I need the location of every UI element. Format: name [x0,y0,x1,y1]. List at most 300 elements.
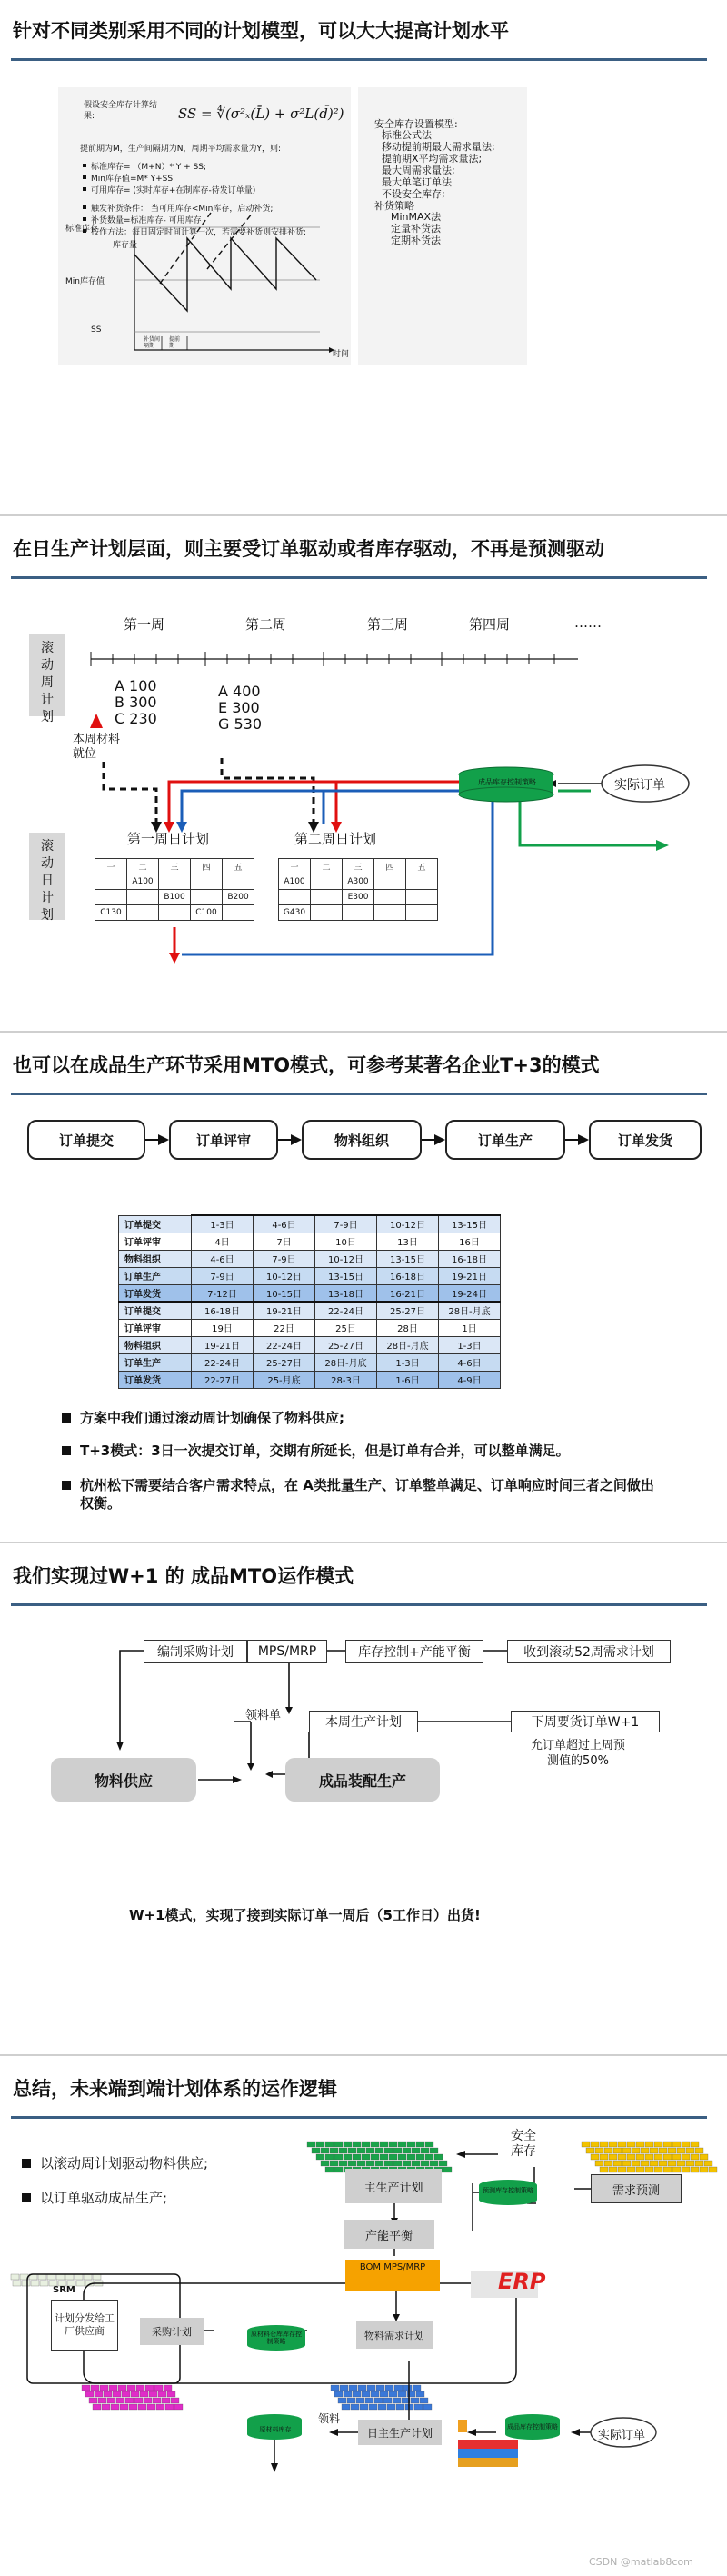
stock-block [153,2398,161,2403]
week-2: 第二周 [245,616,287,633]
stock-block [384,2161,393,2166]
stock-block [582,2142,590,2147]
mto-cell: 25-27日 [315,1336,377,1353]
purchase-plan: 采购计划 [140,2318,204,2345]
stock-block [65,2274,74,2280]
mto-cell: 28日-月底 [377,1336,439,1353]
stock-block [334,2167,343,2172]
stock-block [443,2167,452,2172]
stock-block [307,2142,315,2147]
safety-stock-label: 安全库存 [511,2129,536,2159]
stock-block [125,2398,134,2403]
weekday-header: 五 [223,859,254,874]
stock-block [344,2142,352,2147]
stock-block [380,2391,388,2397]
stock-block [334,2154,343,2160]
stock-block [376,2385,384,2391]
bullet-1: 方案中我们通过滚动周计划确保了物料供应; [80,1409,698,1427]
calc-item-1: 标准库存= （M+N）* Y + SS; [91,163,207,172]
stock-block [118,2385,126,2391]
mto-row-label: 订单评审 [119,1319,192,1336]
weekday-header: 四 [374,859,406,874]
mto-row [119,1302,501,1319]
stock-block [334,2142,343,2147]
day-table-1 [95,858,254,921]
stock-block [641,2161,649,2166]
calc-item-3: 可用库存= (实时库存+在制库存-待发订单量) [91,186,256,195]
mto-cell: 4-6日 [254,1215,315,1233]
stock-block [156,2404,164,2410]
stock-block [31,2281,39,2286]
mto-cell: 4-9日 [439,1371,501,1388]
stock-block [650,2148,658,2153]
stock-block [654,2142,662,2147]
slide-w1-mto [0,1545,727,2056]
mto-cell: 19-21日 [439,1267,501,1284]
mto-cell: 7-9日 [254,1250,315,1267]
mto-cell: 19-24日 [439,1284,501,1302]
formula-label: 假设安全库存计算结果: [84,101,158,121]
stock-block [600,2142,608,2147]
watermark: CSDN @matlab8com [589,2556,693,2568]
mto-cell: 28日-月底 [315,1353,377,1371]
stock-block [407,2154,415,2160]
stock-block [330,2148,338,2153]
raw-inventory: 原材料库存 [259,2426,292,2433]
stock-block [321,2148,329,2153]
weekday-header: 二 [311,859,343,874]
stock-block [709,2167,717,2172]
slide-inventory-models [0,0,727,516]
stock-block [385,2385,393,2391]
stock-block [421,2148,429,2153]
mto-cell: 22-24日 [315,1302,377,1319]
group1-item: B 300 [115,694,157,711]
bom-mps-label: BOM MPS/MRP [359,2262,426,2272]
stock-block [89,2398,97,2403]
stock-block [11,2274,19,2280]
master-plan: 主生产计划 [345,2169,442,2203]
safety-stock-formula: SS = ∜(σ²ₓ(L̄) + σ²L(d̄)²) [178,105,344,122]
stock-block [430,2148,438,2153]
stock-block [682,2142,690,2147]
group2-item: E 300 [218,699,260,716]
day-cell: A100 [127,874,159,890]
axis-ss: SS [91,325,102,334]
mto-cell: 1日 [439,1319,501,1336]
stock-block [111,2404,119,2410]
mto-cell: 1-3日 [192,1215,254,1233]
calc-item-2: Min库存值=M* Y+SS [91,175,174,184]
stock-block [40,2281,48,2286]
stock-block [374,2398,383,2403]
stock-block [636,2142,644,2147]
node-week-plan: 本周生产计划 [309,1711,418,1732]
mto-cell: 13-18日 [315,1284,377,1302]
stock-block [686,2148,694,2153]
mto-cell: 22-24日 [192,1353,254,1371]
group1 [115,678,157,727]
day-cell: A100 [279,874,311,890]
stock-block [371,2154,379,2160]
stock-block [636,2167,644,2172]
stock-block [171,2398,179,2403]
stock-block [677,2148,685,2153]
axis-inventory: 库存量 [113,241,138,250]
bullet-2: T+3模式：3日一次提交订单，交期有所延长，但是订单有合并，可以整单满足。 [80,1442,698,1460]
stock-block [122,2391,130,2397]
mto-cell: 25日 [315,1319,377,1336]
stock-block [654,2154,662,2160]
node-assembly: 成品装配生产 [285,1758,440,1802]
stock-block [344,2154,352,2160]
node-material-supply: 物料供应 [51,1758,196,1802]
stock-block [138,2404,146,2410]
stock-block [609,2142,617,2147]
mto-cell: 7日 [254,1233,315,1250]
stock-block [325,2142,334,2147]
mto-cell: 4日 [192,1233,254,1250]
inventory-strategy-label: 成品库存控制策略 [478,778,536,786]
stock-block [131,2391,139,2397]
right-item: 标准公式法 [382,129,432,141]
stock-block [613,2148,622,2153]
mto-cell: 25-月底 [254,1371,315,1388]
stock-block [439,2161,447,2166]
stock-block [147,2404,155,2410]
mto-row [119,1233,501,1250]
group2 [218,684,262,733]
slide-title: 也可以在成品生产环节采用MTO模式，可参考某著名企业T+3的模式 [13,1054,600,1076]
stock-block [618,2154,626,2160]
stock-block [627,2142,635,2147]
stock-block [149,2391,157,2397]
trigger-item-2: 补货数量=标准库存- 可用库存 [91,216,202,225]
stock-block [134,2398,143,2403]
stock-block [420,2398,428,2403]
mto-cell: 28-3日 [315,1371,377,1388]
raw-strategy: 原材料仓库库存控制策略 [251,2331,302,2345]
stock-block [331,2385,339,2391]
stock-block [369,2404,377,2410]
slide-title: 我们实现过W+1 的 成品MTO运作模式 [13,1565,354,1587]
mto-cell: 13-15日 [315,1267,377,1284]
bullet-3: 杭州松下需要结合客户需求特点，在 A类批量生产、订单整单满足、订单响应时间三者之间做出权衡。 [80,1476,662,1513]
stock-block [411,2398,419,2403]
stock-block [686,2161,694,2166]
day-cell: C130 [95,905,127,921]
mto-cell: 7-9日 [315,1215,377,1233]
mto-row [119,1250,501,1267]
stock-block [691,2167,699,2172]
stock-block [403,2385,412,2391]
stock-block [339,2148,347,2153]
weekday-header: 三 [343,859,374,874]
stock-block [672,2167,681,2172]
stock-block [22,2281,30,2286]
mto-cell: 22-27日 [192,1371,254,1388]
mto-row-label: 订单提交 [119,1215,192,1233]
stock-block [378,2404,386,2410]
stock-block [398,2142,406,2147]
mto-cell: 28日 [377,1319,439,1336]
stock-block [645,2154,653,2160]
stock-block [641,2148,649,2153]
stock-block [98,2398,106,2403]
stock-block [365,2398,373,2403]
stock-block [75,2274,83,2280]
mto-cell: 4-6日 [192,1250,254,1267]
stock-block [76,2281,85,2286]
stock-block [416,2154,424,2160]
stock-block [691,2154,699,2160]
stock-block [165,2404,174,2410]
flow-material: 物料组织 [302,1120,422,1160]
stock-block [38,2274,46,2280]
stock-block [704,2161,712,2166]
stock-block [380,2154,388,2160]
stock-block [380,2142,388,2147]
stock-block [154,2385,163,2391]
mto-cell: 13-15日 [439,1215,501,1233]
stock-block [600,2167,608,2172]
axis-time: 时间 [333,350,350,359]
stock-block [348,2148,356,2153]
mto-row [119,1215,501,1233]
day-cell: C100 [191,905,223,921]
stock-block [591,2142,599,2147]
stock-block [127,2385,135,2391]
stock-block [700,2154,708,2160]
assumption-text: 提前期为M，生产间隔期为N，周期平均需求量为Y，则: [80,145,282,154]
stock-block [389,2142,397,2147]
stock-block [421,2161,429,2166]
stock-block [595,2148,603,2153]
mto-cell: 1-3日 [439,1336,501,1353]
group2-item: G 530 [218,715,263,733]
mto-row-label: 物料组织 [119,1336,192,1353]
mto-cell: 16-18日 [377,1267,439,1284]
stock-block [413,2385,421,2391]
stock-block [107,2398,115,2403]
stock-block [325,2167,334,2172]
demand-forecast: 需求预测 [591,2174,682,2203]
slide-e2e-summary [0,2058,727,2576]
slide-title: 在日生产计划层面，则主要受订单驱动或者库存驱动，不再是预测驱动 [13,538,604,560]
actual-order-label: 实际订单 [614,778,665,793]
stock-block [357,2161,365,2166]
stock-block [366,2148,374,2153]
mto-cell: 22-24日 [254,1336,315,1353]
stock-block [104,2391,112,2397]
mto-cell: 16-18日 [192,1302,254,1319]
right-item: 不设安全库存; [382,188,445,200]
fg-strategy: 成品库存控制策略 [507,2423,558,2431]
stock-block [407,2142,415,2147]
stock-block [109,2385,117,2391]
day-cell: B200 [223,890,254,905]
week-3: 第三周 [367,616,409,633]
stock-block [120,2404,128,2410]
mto-row [119,1371,501,1388]
stock-block [82,2385,90,2391]
stock-block [384,2148,393,2153]
stock-block [56,2274,65,2280]
flow-order-submit: 订单提交 [27,1120,145,1160]
mto-row [119,1284,501,1302]
stock-block [659,2161,667,2166]
mto-schedule-table [118,1214,501,1389]
stock-block [396,2404,404,2410]
stock-block [682,2154,690,2160]
stock-block [691,2142,699,2147]
stock-block [366,2161,374,2166]
axis-lead: 提前期 [169,336,181,349]
stock-block [389,2154,397,2160]
weekday-header: 一 [95,859,127,874]
stock-block [672,2142,681,2147]
mto-cell: 10日 [315,1233,377,1250]
stock-block [357,2148,365,2153]
weekday-header: 三 [159,859,191,874]
stock-block [316,2142,324,2147]
stock-block [93,2404,101,2410]
srm-plan-box: 计划分发给工厂供应商 [51,2300,118,2351]
stock-block [627,2167,635,2172]
stock-block [334,2391,343,2397]
stock-block [362,2391,370,2397]
node-recv-plan: 收到滚动52周需求计划 [507,1640,671,1663]
pick-label: 领料 [318,2412,341,2425]
day-cell: A300 [343,874,374,890]
replen-item: MinMAX法 [391,211,442,223]
stock-block [349,2385,357,2391]
day-cell: E300 [343,890,374,905]
stock-block [650,2161,658,2166]
stock-block [682,2167,690,2172]
stock-block [116,2398,124,2403]
mto-cell: 19-21日 [254,1302,315,1319]
stock-block [360,2404,368,2410]
stock-block [668,2161,676,2166]
rolling-day-label: 滚动日计划 [41,839,54,923]
week-1: 第一周 [124,616,165,633]
stock-block [659,2148,667,2153]
week-more: …… [574,614,602,631]
mto-cell: 10-15日 [254,1284,315,1302]
stock-block [84,2274,92,2280]
stock-block [113,2391,121,2397]
stock-block [663,2154,672,2160]
stock-block [339,2161,347,2166]
weekday-header: 一 [279,859,311,874]
replen-items [391,211,441,246]
trigger-item-3: 按作方法：每日固定时间计算一次，若需要补货则安排补货; [91,228,307,237]
mto-cell: 10-12日 [377,1215,439,1233]
stock-block [393,2148,402,2153]
right-item: 最大周需求量法; [382,165,455,176]
stock-block [174,2404,183,2410]
forecast-strategy: 预测库存控制策略 [483,2187,533,2194]
stock-block [632,2148,640,2153]
right-title: 安全库存设置模型: [374,118,458,130]
stock-block [604,2161,612,2166]
weekday-header: 二 [127,859,159,874]
week-4: 第四周 [469,616,511,633]
slide-title: 总结，未来端到端计划体系的运作逻辑 [13,2078,337,2100]
capacity-balance: 产能平衡 [344,2220,434,2249]
axis-min: Min库存值 [65,277,105,286]
stock-block [416,2391,424,2397]
stock-block [344,2391,352,2397]
mto-cell: 19日 [192,1319,254,1336]
stock-block [389,2391,397,2397]
stock-block [13,2281,21,2286]
stock-block [375,2148,383,2153]
stock-block [586,2148,594,2153]
mto-cell: 16-21日 [377,1284,439,1302]
right-item: 移动提前期最大需求量法; [382,141,495,153]
stock-block [700,2167,708,2172]
stock-block [677,2161,685,2166]
stock-block [663,2142,672,2147]
stock-block [600,2154,608,2160]
mto-row [119,1353,501,1371]
daily-master-plan: 日主生产计划 [358,2420,442,2445]
mto-row-label: 订单生产 [119,1353,192,1371]
stock-block [393,2161,402,2166]
right-item: 提前期X平均需求量法; [382,153,483,165]
stock-block [102,2404,110,2410]
group1-item: A 100 [115,677,157,694]
mto-cell: 16-18日 [439,1250,501,1267]
stock-block [412,2161,420,2166]
rolling-week-label: 滚动周计划 [41,641,54,724]
stock-block [145,2385,154,2391]
stock-block [383,2398,392,2403]
material-requirement: 物料需求计划 [356,2321,433,2349]
material-ready-label: 本周材料就位 [73,733,121,761]
weekday-header: 五 [406,859,438,874]
stock-block [668,2148,676,2153]
stock-block [348,2161,356,2166]
stock-block [645,2142,653,2147]
stock-block [663,2167,672,2172]
mto-cell: 25-27日 [377,1302,439,1319]
stock-block [95,2391,103,2397]
bullet-2: 以订单驱动成品生产; [40,2190,168,2206]
first-week-day-plan: 第一周日计划 [127,831,210,847]
stock-block [93,2274,101,2280]
stock-block [414,2404,423,2410]
mto-cell: 4-6日 [439,1353,501,1371]
stock-block [140,2391,148,2397]
mto-row-label: 订单生产 [119,1267,192,1284]
stock-block [416,2142,424,2147]
stock-block [627,2154,635,2160]
stock-block [136,2385,144,2391]
day-table-2 [278,858,438,921]
stock-block [340,2385,348,2391]
node-next-week: 下周要货订单W+1 [511,1711,660,1732]
stock-block [609,2154,617,2160]
stock-block [394,2385,403,2391]
pick-order-label: 领料单 [245,1709,282,1722]
mto-cell: 16日 [439,1233,501,1250]
erp-label: ERP [498,2269,546,2294]
bullet-1: 以滚动周计划驱动物料供应; [40,2155,209,2172]
stock-block [632,2161,640,2166]
